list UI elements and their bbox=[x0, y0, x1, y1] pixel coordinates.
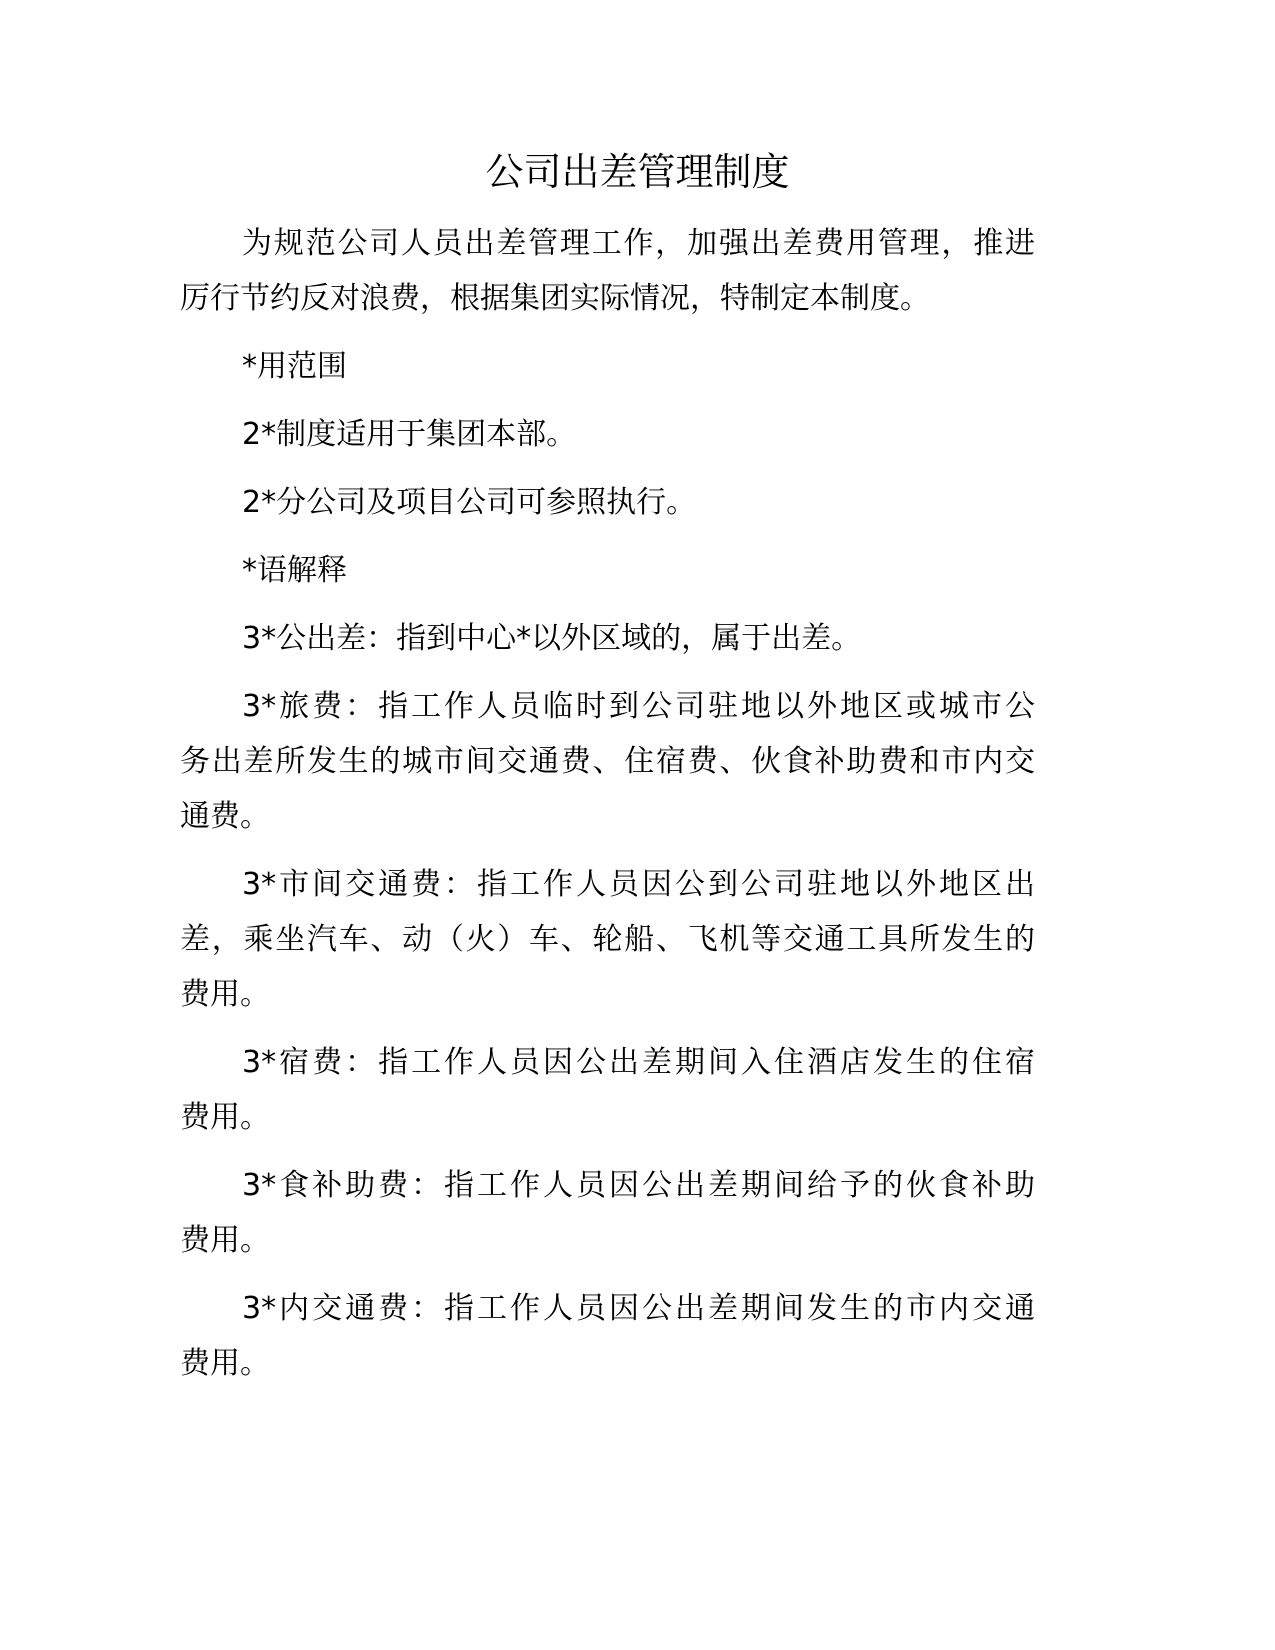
paragraph-line: 3*宿费：指工作人员因公出差期间入住酒店发生的住宿 bbox=[242, 1045, 1035, 1080]
paragraph bbox=[180, 1281, 1035, 1391]
paragraph bbox=[180, 475, 1035, 530]
paragraph bbox=[180, 339, 1035, 394]
paragraph bbox=[180, 1035, 1035, 1145]
paragraph-line: 务出差所发生的城市间交通费、住宿费、伙食补助费和市内交 bbox=[180, 744, 1035, 779]
document-body bbox=[180, 216, 1035, 1404]
document-title: 公司出差管理制度 bbox=[485, 150, 790, 194]
paragraph bbox=[180, 857, 1035, 1022]
paragraph-line: 费用。 bbox=[180, 1223, 270, 1258]
paragraph bbox=[180, 679, 1035, 844]
paragraph-line: 厉行节约反对浪费，根据集团实际情况，特制定本制度。 bbox=[180, 281, 930, 316]
paragraph bbox=[180, 611, 1035, 666]
paragraph-line: 2*制度适用于集团本部。 bbox=[242, 417, 577, 452]
paragraph-line: 3*食补助费：指工作人员因公出差期间给予的伙食补助 bbox=[242, 1168, 1035, 1203]
paragraph bbox=[180, 543, 1035, 598]
paragraph-line: 3*公出差：指到中心*以外区域的，属于出差。 bbox=[242, 621, 862, 656]
paragraph-line: 为规范公司人员出差管理工作，加强出差费用管理，推进 bbox=[242, 226, 1035, 261]
paragraph-line: *语解释 bbox=[242, 553, 347, 588]
paragraph-line: 3*内交通费：指工作人员因公出差期间发生的市内交通 bbox=[242, 1291, 1035, 1326]
paragraph-line: 3*市间交通费：指工作人员因公到公司驻地以外地区出 bbox=[242, 867, 1035, 902]
paragraph-line: 2*分公司及项目公司可参照执行。 bbox=[242, 485, 697, 520]
paragraph-line: 费用。 bbox=[180, 977, 270, 1012]
paragraph-line: 通费。 bbox=[180, 799, 270, 834]
paragraph bbox=[180, 216, 1035, 326]
paragraph-line: 差，乘坐汽车、动（火）车、轮船、飞机等交通工具所发生的 bbox=[180, 922, 1035, 957]
paragraph bbox=[180, 1158, 1035, 1268]
paragraph-line: *用范围 bbox=[242, 349, 347, 384]
paragraph-line: 费用。 bbox=[180, 1346, 270, 1381]
paragraph bbox=[180, 407, 1035, 462]
paragraph-line: 费用。 bbox=[180, 1100, 270, 1135]
paragraph-line: 3*旅费：指工作人员临时到公司驻地以外地区或城市公 bbox=[242, 689, 1035, 724]
